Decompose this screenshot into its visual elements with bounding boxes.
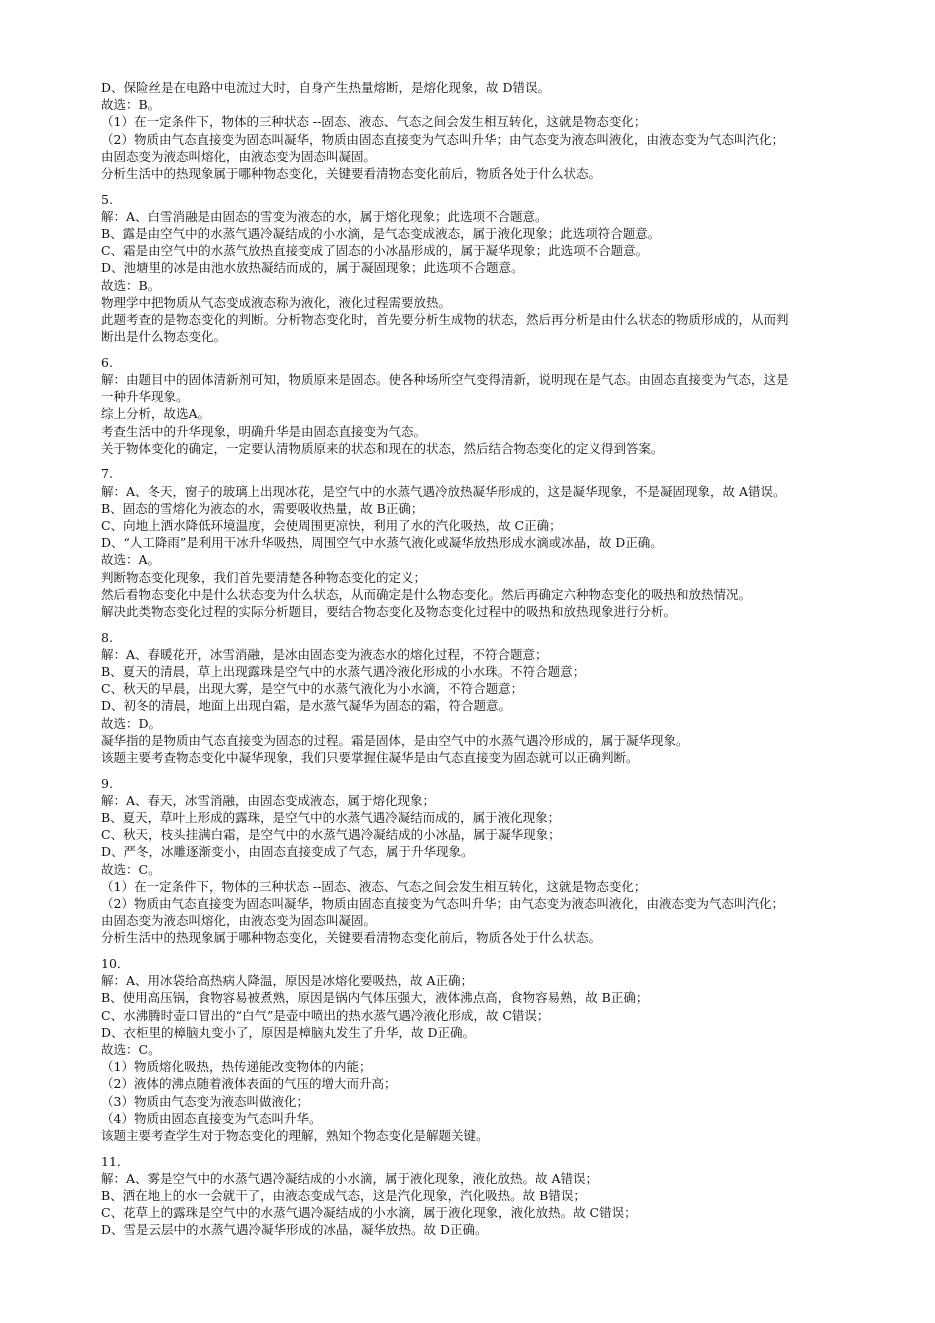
text-line: 由固态变为液态叫熔化，由液态变为固态叫凝固。 bbox=[101, 913, 377, 929]
text-line: 断出是什么物态变化。 bbox=[101, 329, 227, 345]
text-line: 然后看物态变化中是什么状态变为什么状态，从而确定是什么物态变化。然后再确定六种物态变化的吸热和放热情况。 bbox=[101, 586, 752, 602]
text-line: 故选：A。 bbox=[101, 552, 161, 568]
text-line: 解：由题目中的固体清新剂可知，物质原来是固态。使各种场所空气变得清新，说明现在是气态。由固态直接变为气态，这是 bbox=[101, 372, 789, 387]
paragraph-gap bbox=[101, 457, 875, 466]
text-line: D、保险丝是在电路中电流过大时，自身产生热量熔断，是熔化现象，故 D错误。 bbox=[101, 80, 551, 95]
text-line: 由固态变为液态叫熔化，由液态变为固态叫凝固。 bbox=[101, 148, 377, 164]
paragraph-gap bbox=[101, 345, 875, 354]
text-line: 考查生活中的升华现象，明确升华是由固态直接变为气态。 bbox=[101, 423, 427, 439]
text-line: 解决此类物态变化过程的实际分析题目，要结合物态变化及物态变化过程中的吸热和放热现象进行分析。 bbox=[101, 603, 677, 619]
text-line: D、初冬的清晨，地面上出现白霜，是水蒸气凝华为固态的霜，符合题意。 bbox=[101, 698, 512, 714]
text-line: 该题主要考查学生对于物态变化的理解，熟知个物态变化是解题关键。 bbox=[101, 1127, 489, 1143]
text-line: 解：A、春天，冰雪消融，由固态变成液态，属于熔化现象； bbox=[101, 792, 436, 808]
paragraph-gap bbox=[101, 947, 875, 956]
text-line: 10. bbox=[101, 956, 121, 971]
text-line: 6. bbox=[101, 354, 113, 370]
text-line: D、池塘里的冰是由池水放热凝结而成的，属于凝固现象；此选项不合题意。 bbox=[101, 260, 524, 276]
text-line: C、水沸腾时壶口冒出的“白气”是壶中喷出的热水蒸气遇冷液化形成，故 C错误； bbox=[101, 1007, 550, 1023]
text-line: 解：A、冬天，窗子的玻璃上出现冰花，是空气中的水蒸气遇冷放热凝华形成的，这是凝华现象，不是凝固现象，故 A错误。 bbox=[101, 483, 786, 499]
text-line: 判断物态变化现象，我们首先要清楚各种物态变化的定义； bbox=[101, 569, 427, 585]
text-line: 故选：C。 bbox=[101, 861, 161, 877]
text-line: 关于物体变化的确定，一定要认清物质原来的状态和现在的状态，然后结合物态变化的定义得到答案。 bbox=[101, 440, 664, 456]
text-line: D、雪是云层中的水蒸气遇冷凝华形成的冰晶，凝华放热。故 D正确。 bbox=[101, 1222, 488, 1238]
text-line: 5. bbox=[101, 191, 113, 207]
text-line: D、严冬，冰雕逐渐变小，由固态直接变成了气态，属于升华现象。 bbox=[101, 844, 474, 860]
text-line: 解：A、春暖花开，冰雪消融，是冰由固态变为液态水的熔化过程，不符合题意； bbox=[101, 646, 548, 662]
paragraph-gap bbox=[101, 1144, 875, 1153]
paragraph-gap bbox=[101, 620, 875, 629]
text-line: 物理学中把物质从气态变成液态称为液化，液化过程需要放热。 bbox=[101, 294, 452, 310]
text-line: B、洒在地上的水一会就干了，由液态变成气态，这是汽化现象，汽化吸热。故 B错误； bbox=[101, 1187, 586, 1203]
text-line: C、秋天的早晨，出现大雾，是空气中的水蒸气液化为小水滴，不符合题意； bbox=[101, 681, 524, 697]
text-line: （1）在一定条件下，物体的三种状态 --固态、液态、气态之间会发生相互转化，这就是物态变化； bbox=[101, 878, 647, 894]
text-line: （2）液体的沸点随着液体表面的气压的增大而升高； bbox=[101, 1076, 397, 1092]
text-line: B、使用高压锅，食物容易被煮熟，原因是锅内气体压强大，液体沸点高，食物容易熟，故 B正确； bbox=[101, 990, 649, 1006]
text-line: B、露是由空气中的水蒸气遇冷凝结成的小水滴，是气态变成液态，属于液化现象；此选项符合题意。 bbox=[101, 226, 661, 241]
text-line: （2）物质由气态直接变为固态叫凝华，物质由固态直接变为气态叫升华；由气态变为液态叫液化，由液态变为气态叫汽化； bbox=[101, 131, 784, 147]
text-line: 凝华指的是物质由气态直接变为固态的过程。霜是固体，是由空气中的水蒸气遇冷形成的，属于凝华现象。 bbox=[101, 732, 689, 748]
text-line: 分析生活中的热现象属于哪种物态变化，关键要看清物态变化前后，物质各处于什么状态。 bbox=[101, 930, 602, 946]
text-line: B、夏天的清晨，草上出现露珠是空气中的水蒸气遇冷液化形成的小水珠。不符合题意； bbox=[101, 664, 586, 679]
text-line: 故选：C。 bbox=[101, 1041, 161, 1057]
text-line: 故选：B。 bbox=[101, 97, 161, 113]
text-line: B、固态的雪熔化为液态的水，需要吸收热量，故 B正确； bbox=[101, 500, 424, 516]
text-line: （4）物质由固态直接变为气态叫升华。 bbox=[101, 1110, 322, 1126]
text-line: D、衣柜里的樟脑丸变小了，原因是樟脑丸发生了升华，故 D正确。 bbox=[101, 1024, 476, 1040]
text-line: C、霜是由空气中的水蒸气放热直接变成了固态的小冰晶形成的，属于凝华现象；此选项不合题意。 bbox=[101, 243, 649, 259]
text-line: D、“人工降雨”是利用干冰升华吸热，周围空气中水蒸气液化或凝华放热形成水滴或冰晶，故 D正确。 bbox=[101, 535, 663, 551]
text-line: 11. bbox=[101, 1153, 121, 1169]
text-line: 故选：D。 bbox=[101, 715, 162, 731]
text-line: 解：A、用冰袋给高热病人降温，原因是冰熔化要吸热，故 A正确； bbox=[101, 973, 474, 989]
text-line: C、秋天，枝头挂满白霜，是空气中的水蒸气遇冷凝结成的小冰晶，属于凝华现象； bbox=[101, 827, 561, 843]
text-line: C、向地上洒水降低环境温度，会使周围更凉快，利用了水的汽化吸热，故 C正确； bbox=[101, 518, 562, 533]
text-line: （2）物质由气态直接变为固态叫凝华，物质由固态直接变为气态叫升华；由气态变为液态叫液化，由液态变为气态叫汽化； bbox=[101, 895, 784, 911]
paragraph-gap bbox=[101, 766, 875, 775]
text-line: 9. bbox=[101, 775, 113, 791]
text-line: 综上分析，故选A。 bbox=[101, 406, 211, 422]
text-line: 7. bbox=[101, 466, 113, 482]
text-line: B、夏天，草叶上形成的露珠，是空气中的水蒸气遇冷凝结而成的，属于液化现象； bbox=[101, 810, 561, 825]
text-line: C、花草上的露珠是空气中的水蒸气遇冷凝结成的小水滴，属于液化现象，液化放热。故 C错误； bbox=[101, 1205, 637, 1221]
text-line: 故选：B。 bbox=[101, 277, 161, 293]
text-line: （1）物质熔化吸热，热传递能改变物体的内能； bbox=[101, 1059, 372, 1075]
text-line: 解：A、白雪消融是由固态的雪变为液态的水，属于熔化现象；此选项不合题意。 bbox=[101, 208, 548, 224]
text-line: 8. bbox=[101, 629, 113, 645]
text-line: （1）在一定条件下，物体的三种状态 --固态、液态、气态之间会发生相互转化，这就是物态变化； bbox=[101, 114, 647, 130]
text-line: 该题主要考查物态变化中凝华现象，我们只要掌握住凝华是由气态直接变为固态就可以正确判断。 bbox=[101, 749, 639, 765]
text-line: 分析生活中的热现象属于哪种物态变化，关键要看清物态变化前后，物质各处于什么状态。 bbox=[101, 165, 602, 181]
text-line: 一种升华现象。 bbox=[101, 389, 189, 405]
text-line: 此题考查的是物态变化的判断。分析物态变化时，首先要分析生成物的状态，然后再分析是由什么状态的物质形成的，从而判 bbox=[101, 311, 789, 327]
text-line: （3）物质由气态变为液态叫做液化； bbox=[101, 1093, 309, 1109]
text-line: 解：A、雾是空气中的水蒸气遇冷凝结成的小水滴，属于液化现象，液化放热。故 A错误； bbox=[101, 1170, 599, 1186]
paragraph-gap bbox=[101, 182, 875, 191]
